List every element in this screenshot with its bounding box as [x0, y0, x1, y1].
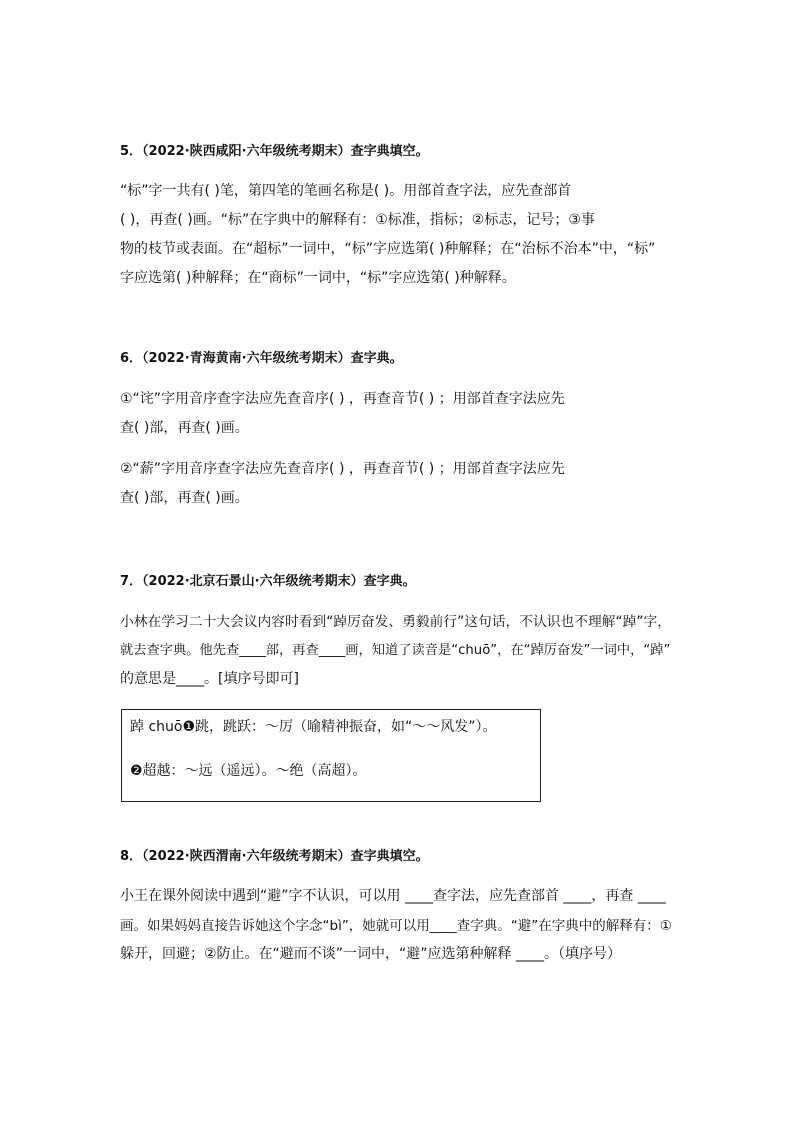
dictionary-entry-box: [121, 709, 541, 802]
question-5-line-4: 字应选第( )种解释；在“商标”一词中，“标”字应选第( )种解释。: [120, 270, 516, 286]
question-7-line-1: 小林在学习二十大会议内容时看到“踔厉奋发、勇毅前行”这句话，不认识也不理解“踔”字，: [120, 614, 671, 630]
dictionary-entry-line-2: ❷超越：～远（遥远）。～绝（高超）。: [130, 763, 367, 779]
dictionary-entry-line-1: 踔 chuō❶跳，跳跃：～厉（喻精神振奋，如“～～风发”）。: [130, 719, 497, 735]
question-8-line-3: 躲开，回避；②防止。在“避而不谈”一词中，“避”应选第种解释 ____。（填序号）: [120, 946, 622, 962]
question-7-line-2: 就去查字典。他先查____部，再查____画，知道了读音是“chuō”，在“踔厉奋发”一词中，“踔”: [120, 643, 671, 658]
question-7-line-3: 的意思是____。[填序号即可]: [120, 671, 299, 687]
question-7-heading: 7．（2022·北京石景山·六年级统考期末）查字典。: [120, 574, 416, 589]
question-6-line-4: 查( )部，再查( )画。: [120, 490, 249, 506]
question-5-line-2: ( )，再查( )画。“标”在字典中的解释有：①标准，指标；②标志，记号；③事: [120, 212, 595, 228]
question-5-heading: 5．（2022·陕西咸阳·六年级统考期末）查字典填空。: [120, 144, 429, 159]
question-6-line-2: 查( )部，再查( )画。: [120, 420, 249, 436]
question-8-line-1: 小王在课外阅读中遇到“避”字不认识，可以用 ____查字法，应先查部首 ____，再查 ____: [120, 888, 666, 904]
question-8-heading: 8．（2022·陕西渭南·六年级统考期末）查字典填空。: [120, 849, 429, 864]
question-5-line-3: 物的枝节或表面。在“超标”一词中，“标”字应选第( )种解释；在“治标不治本”中，“标”: [120, 241, 656, 257]
question-5-line-1: “标”字一共有( )笔，第四笔的笔画名称是( )。用部首查字法，应先查部首: [120, 183, 572, 199]
question-6-line-1: ①“诧”字用音序查字法应先查音序( ) ，再查音节( ) ；用部首查字法应先: [120, 391, 565, 407]
question-6-heading: 6．（2022·青海黄南·六年级统考期末）查字典。: [120, 351, 403, 366]
question-6-line-3: ②“薪”字用音序查字法应先查音序( ) ，再查音节( ) ；用部首查字法应先: [120, 461, 565, 477]
question-8-line-2: 画。如果妈妈直接告诉她这个字念“bì”，她就可以用____查字典。“避”在字典中的解释有：①: [120, 918, 672, 934]
